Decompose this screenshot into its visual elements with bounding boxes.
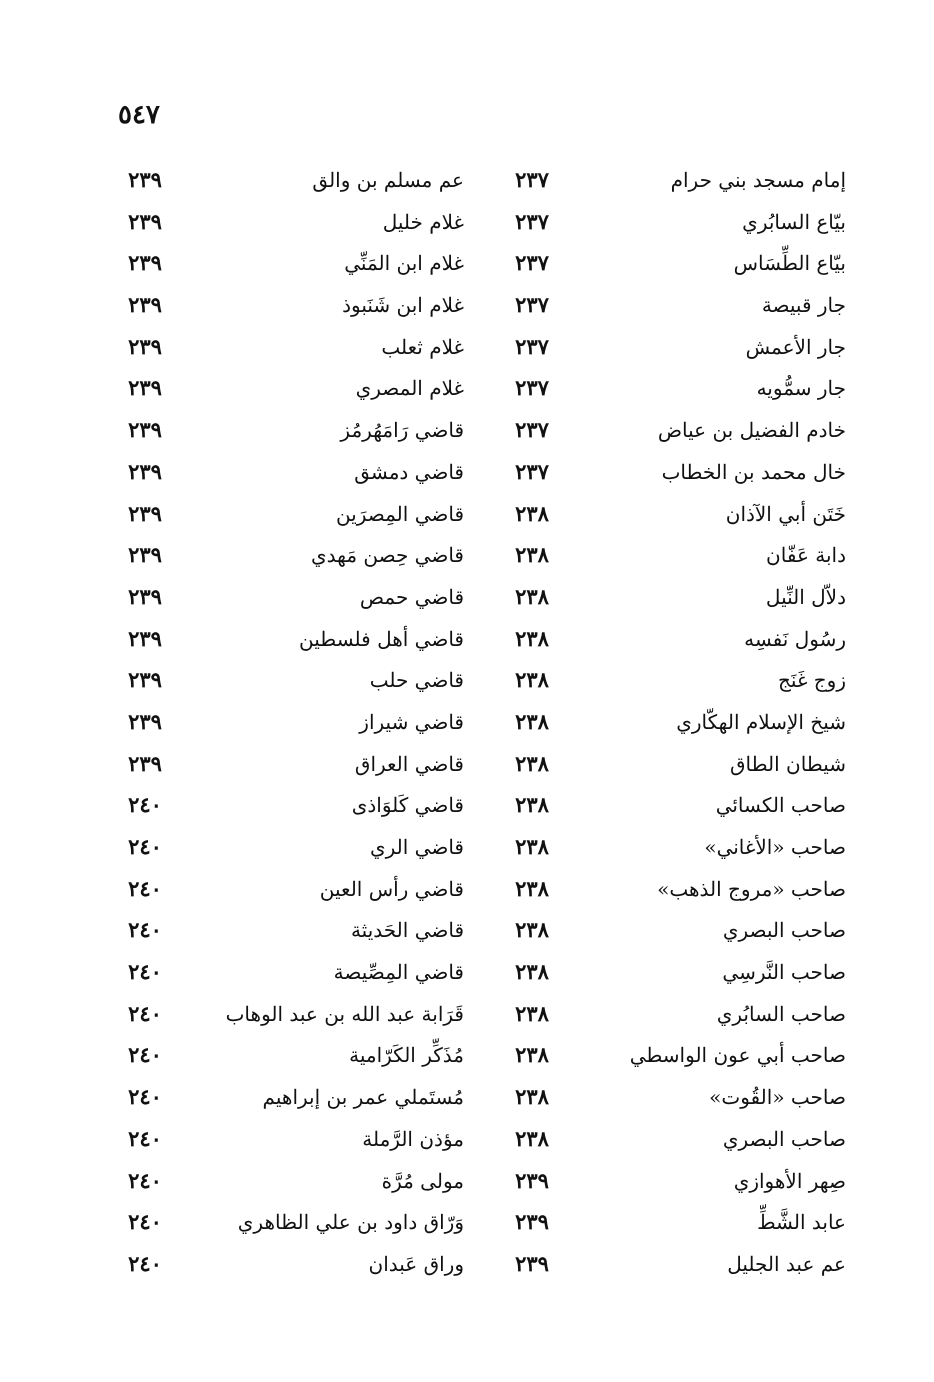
index-row [0,910,934,952]
entry-page-left: ٢٤٠ [128,1250,162,1276]
entry-page-right: ٢٣٨ [515,875,549,901]
entry-name-left: قَرَابة عبد الله بن عبد الوهاب [225,1001,464,1026]
entry-page-right: ٢٣٩ [515,1209,549,1235]
entry-page-left: ٢٤٠ [128,917,162,943]
entry-name-right: صاحب «القُوت» [709,1085,846,1110]
entry-name-right: عابد الشَّطِّ [757,1210,846,1235]
entry-name-right: جار سمُّويه [756,376,846,401]
entry-page-left: ٢٣٩ [128,208,162,234]
entry-page-right: ٢٣٨ [515,1000,549,1026]
entry-name-right: دلاّل النِّيل [765,584,846,609]
index-row [0,535,934,577]
index-row [0,785,934,827]
entry-page-right: ٢٣٧ [515,375,549,401]
entry-page-right: ٢٣٨ [515,1042,549,1068]
entry-page-right: ٢٣٨ [515,1125,549,1151]
entry-name-right: رسُول نَفسِه [744,626,846,651]
entry-page-left: ٢٤٠ [128,1000,162,1026]
index-row [0,452,934,494]
page-number: ٥٤٧ [118,100,160,130]
entry-name-right: عم عبد الجليل [727,1251,846,1276]
entry-page-right: ٢٣٨ [515,708,549,734]
entry-name-left: وَرّاق داود بن علي الظاهري [237,1210,464,1235]
entry-name-left: قاضي كَلوَاذى [351,793,464,818]
entry-name-right: إمام مسجد بني حرام [670,168,846,192]
entry-name-right: جار الأعمش [745,334,846,359]
entry-page-right: ٢٣٨ [515,792,549,818]
entry-page-left: ٢٤٠ [128,1209,162,1235]
entry-page-left: ٢٣٩ [128,250,162,276]
index-row [0,702,934,744]
entry-page-right: ٢٣٨ [515,583,549,609]
entry-name-left: قاضي شيراز [359,709,464,734]
index-row [0,1202,934,1244]
entry-page-right: ٢٣٧ [515,333,549,359]
index-row [0,202,934,244]
entry-page-right: ٢٣٨ [515,917,549,943]
entry-name-right: خادم الفضيل بن عياض [657,418,846,443]
entry-page-right: ٢٣٧ [515,250,549,276]
entry-page-right: ٢٣٧ [515,167,549,192]
entry-name-left: غلام ثعلب [381,334,464,359]
entry-name-left: قاضي المِصِّيصة [333,960,464,985]
entry-page-left: ٢٣٩ [128,667,162,693]
entry-page-right: ٢٣٨ [515,500,549,526]
entry-page-right: ٢٣٨ [515,667,549,693]
entry-name-right: خال محمد بن الخطاب [661,459,846,484]
index-row [0,494,934,536]
entry-page-left: ٢٤٠ [128,959,162,985]
entry-page-left: ٢٣٩ [128,750,162,776]
entry-name-left: قاضي حلب [369,668,464,693]
entry-name-left: غلام ابن المَنِّي [344,251,464,276]
entry-page-right: ٢٣٩ [515,1167,549,1193]
entry-name-left: مُستَملي عمر بن إبراهيم [262,1085,464,1110]
entry-name-right: صاحب البصري [722,918,846,943]
entry-page-left: ٢٣٩ [128,333,162,359]
entry-page-left: ٢٣٩ [128,375,162,401]
index-row [0,1119,934,1161]
entry-name-right: صاحب «الأغاني» [704,835,846,859]
entry-page-left: ٢٣٩ [128,625,162,651]
entry-page-left: ٢٤٠ [128,1125,162,1151]
entry-name-right: جار قبيصة [761,293,846,318]
entry-page-left: ٢٣٩ [128,167,162,192]
entry-name-right: صاحب البصري [722,1126,846,1151]
index-row [0,660,934,702]
index-row [0,160,934,202]
entry-page-right: ٢٣٨ [515,834,549,859]
entry-name-left: مُذَكِّر الكَرّامية [349,1043,464,1068]
entry-name-left: مولى مُرَّة [381,1168,464,1193]
entry-name-left: قاضي رأس العين [319,876,464,901]
entry-page-right: ٢٣٧ [515,417,549,443]
index-row [0,1161,934,1203]
index-row [0,243,934,285]
entry-name-right: شيطان الطاق [729,751,846,776]
entry-page-right: ٢٣٩ [515,1250,549,1276]
entry-name-left: قاضي المِصرَين [335,501,464,526]
index-row [0,1244,934,1286]
entry-page-right: ٢٣٧ [515,208,549,234]
entry-name-left: قاضي الري [369,835,464,859]
entry-name-left: قاضي رَامَهُرمُز [340,418,464,443]
entry-name-right: صاحب «مروج الذهب» [657,876,846,901]
entry-page-left: ٢٤٠ [128,1084,162,1110]
index-row [0,1035,934,1077]
entry-page-right: ٢٣٧ [515,458,549,484]
entry-page-left: ٢٣٩ [128,583,162,609]
entry-page-left: ٢٣٩ [128,708,162,734]
index-row [0,285,934,327]
index-row [0,619,934,661]
entry-page-left: ٢٣٩ [128,500,162,526]
entry-name-right: خَتَن أبي الآذان [725,501,846,526]
entry-page-right: ٢٣٨ [515,542,549,568]
entry-name-left: قاضي دمشق [354,459,464,484]
entry-page-left: ٢٤٠ [128,1042,162,1068]
index-row [0,994,934,1036]
entry-name-left: قاضي حمص [359,584,464,609]
index-row [0,327,934,369]
entry-page-left: ٢٤٠ [128,875,162,901]
entry-page-right: ٢٣٨ [515,1084,549,1110]
entry-name-left: غلام المصري [355,376,464,401]
entry-name-right: صِهر الأهوازي [733,1168,846,1193]
entry-name-left: مؤذن الرَّملة [362,1126,464,1151]
index-row [0,744,934,786]
index-list [0,160,934,1286]
index-row [0,1077,934,1119]
entry-name-left: قاضي العراق [354,751,464,776]
index-row [0,869,934,911]
index-row [0,368,934,410]
entry-name-right: صاحب أبي عون الواسطي [629,1043,846,1068]
index-row [0,577,934,619]
entry-page-left: ٢٤٠ [128,834,162,859]
entry-page-left: ٢٣٩ [128,542,162,568]
entry-name-left: عم مسلم بن والق [312,168,464,192]
entry-name-left: قاضي أهل فلسطين [299,626,464,651]
entry-name-right: بيّاع السابُري [742,209,846,234]
entry-name-left: قاضي الحَديثة [350,918,464,943]
entry-name-left: غلام ابن شَنَبوذ [342,293,464,318]
entry-name-right: زوج غَنَج [778,668,846,693]
entry-name-right: صاحب النَّرسِي [722,960,846,985]
entry-name-left: قاضي حِصن مَهدي [310,543,464,568]
index-row [0,410,934,452]
entry-page-left: ٢٣٩ [128,292,162,318]
entry-name-right: صاحب السابُري [716,1001,846,1026]
entry-page-left: ٢٤٠ [128,1167,162,1193]
entry-page-right: ٢٣٨ [515,625,549,651]
entry-name-right: بيّاع الطِّسَاس [733,251,846,276]
entry-name-right: صاحب الكسائي [715,793,846,818]
entry-name-right: شيخ الإسلام الهكّاري [676,709,846,734]
entry-page-right: ٢٣٧ [515,292,549,318]
entry-name-right: دابة عَفّان [766,543,846,568]
index-row [0,827,934,869]
entry-page-right: ٢٣٨ [515,750,549,776]
entry-name-left: وراق عَبدان [368,1251,464,1276]
entry-page-left: ٢٤٠ [128,792,162,818]
entry-page-left: ٢٣٩ [128,458,162,484]
index-row [0,952,934,994]
entry-name-left: غلام خليل [382,209,464,234]
entry-page-right: ٢٣٨ [515,959,549,985]
entry-page-left: ٢٣٩ [128,417,162,443]
